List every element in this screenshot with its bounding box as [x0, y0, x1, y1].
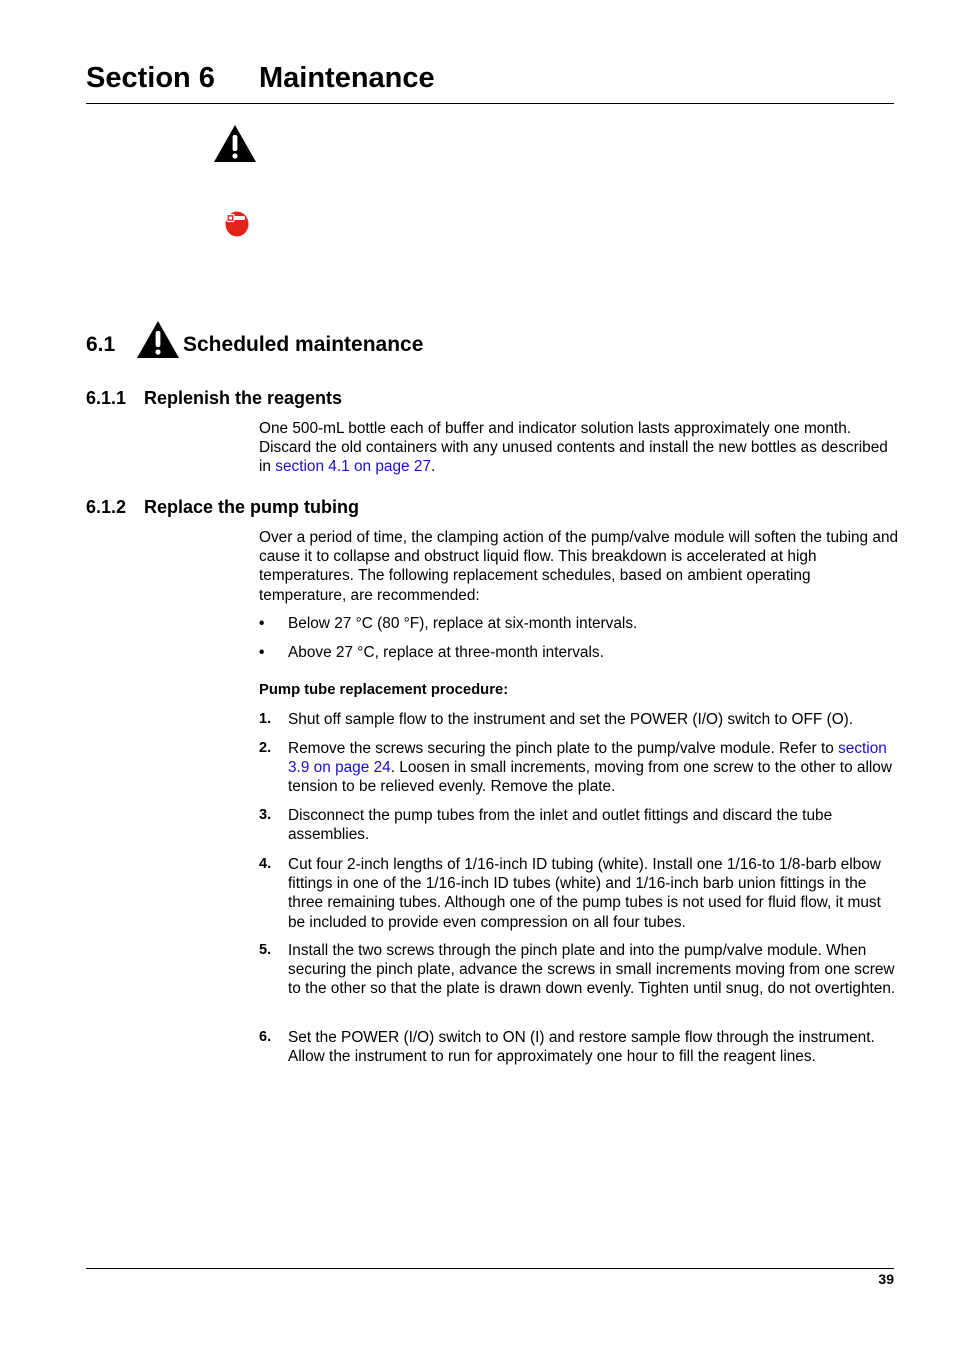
step-number: 2. — [259, 740, 272, 756]
procedure-step — [259, 806, 899, 844]
reagents-paragraph: One 500-mL bottle each of buffer and indicator solution lasts approximately one month. Discard the old containers with any unused contents and install the new bottles as described in section 4.1 on page 27. — [259, 420, 888, 476]
page-number: 39 — [878, 1271, 894, 1287]
procedure-heading: Pump tube replacement procedure: — [259, 682, 509, 698]
warning-triangle-icon — [136, 320, 180, 359]
step-text: Remove the screws securing the pinch plate to the pump/valve module. Refer to section 3.9 on page 24. Loosen in small increments, moving from one screw to the other to allow tension to be relieved evenly. Remove the plate. — [288, 740, 892, 796]
section-3-9-link[interactable]: section 3.9 on page 24 — [288, 740, 887, 777]
heading-6-1-1 — [86, 386, 342, 410]
section-4-1-link[interactable]: section 4.1 on page 27 — [275, 458, 432, 476]
step-text: Install the two screws through the pinch plate and into the pump/valve module. When securing the pinch plate, advance the screws in small increments moving from one screw to the other so that the plate is drawn down evenly. Tighten until snug, do not overtighten. — [288, 942, 896, 998]
procedure-step — [259, 1028, 899, 1066]
procedure-step — [259, 941, 899, 999]
bullet-text: Above 27 °C, replace at three-month intervals. — [288, 644, 604, 661]
list-item — [259, 643, 899, 662]
procedure-step — [259, 710, 899, 729]
warning-triangle-icon — [213, 124, 257, 163]
list-item — [259, 614, 899, 633]
procedure-step — [259, 739, 899, 797]
section-title — [86, 58, 435, 98]
step-text: Disconnect the pump tubes from the inlet and outlet fittings and discard the tube assemblies. — [288, 807, 833, 844]
pump-tubing-intro: Over a period of time, the clamping action of the pump/valve module will soften the tubing and cause it to collapse and obstruct liquid flow. This breakdown is accelerated at high temperatures. The following replacement schedules, based on ambient operating temperature, are recommended: — [259, 529, 899, 604]
heading-6-1 — [86, 320, 423, 359]
step-number: 1. — [259, 711, 272, 727]
bullet-text: Below 27 °C (80 °F), replace at six-month intervals. — [288, 615, 638, 632]
section-label: Section 6 — [86, 62, 215, 94]
section-name: Maintenance — [259, 62, 435, 94]
heading-number: 6.1.1 — [86, 388, 127, 408]
step-number: 6. — [259, 1029, 272, 1045]
step-number: 5. — [259, 942, 272, 958]
heading-number: 6.1 — [86, 333, 116, 356]
header-rule — [86, 103, 894, 104]
step-number: 4. — [259, 856, 272, 872]
heading-number: 6.1.2 — [86, 497, 127, 517]
footer-rule — [86, 1268, 894, 1269]
safety-goggles-icon — [223, 208, 249, 237]
heading-title: Replenish the reagents — [144, 388, 343, 408]
heading-title: Scheduled maintenance — [183, 333, 424, 356]
bullet-marker: • — [259, 644, 265, 661]
step-number: 3. — [259, 807, 272, 823]
step-text: Set the POWER (I/O) switch to ON (I) and restore sample flow through the instrument. Allow the instrument to run for approximately one hour to fill the reagent lines. — [288, 1029, 875, 1066]
heading-title: Replace the pump tubing — [144, 497, 360, 517]
step-text: Cut four 2-inch lengths of 1/16-inch ID tubing (white). Install one 1/16-to 1/8-barb elbow fittings in one of the 1/16-inch ID tubes (white) and 1/16-inch barb union fittings in the three remaining tubes. Although one of the pump tubes is not used for fluid flow, it must be included to provide even compression on all four tubes. — [288, 856, 881, 931]
procedure-step — [259, 855, 899, 932]
step-text: Shut off sample flow to the instrument and set the POWER (I/O) switch to OFF (O). — [288, 711, 854, 728]
heading-6-1-2 — [86, 495, 359, 519]
bullet-marker: • — [259, 615, 265, 632]
